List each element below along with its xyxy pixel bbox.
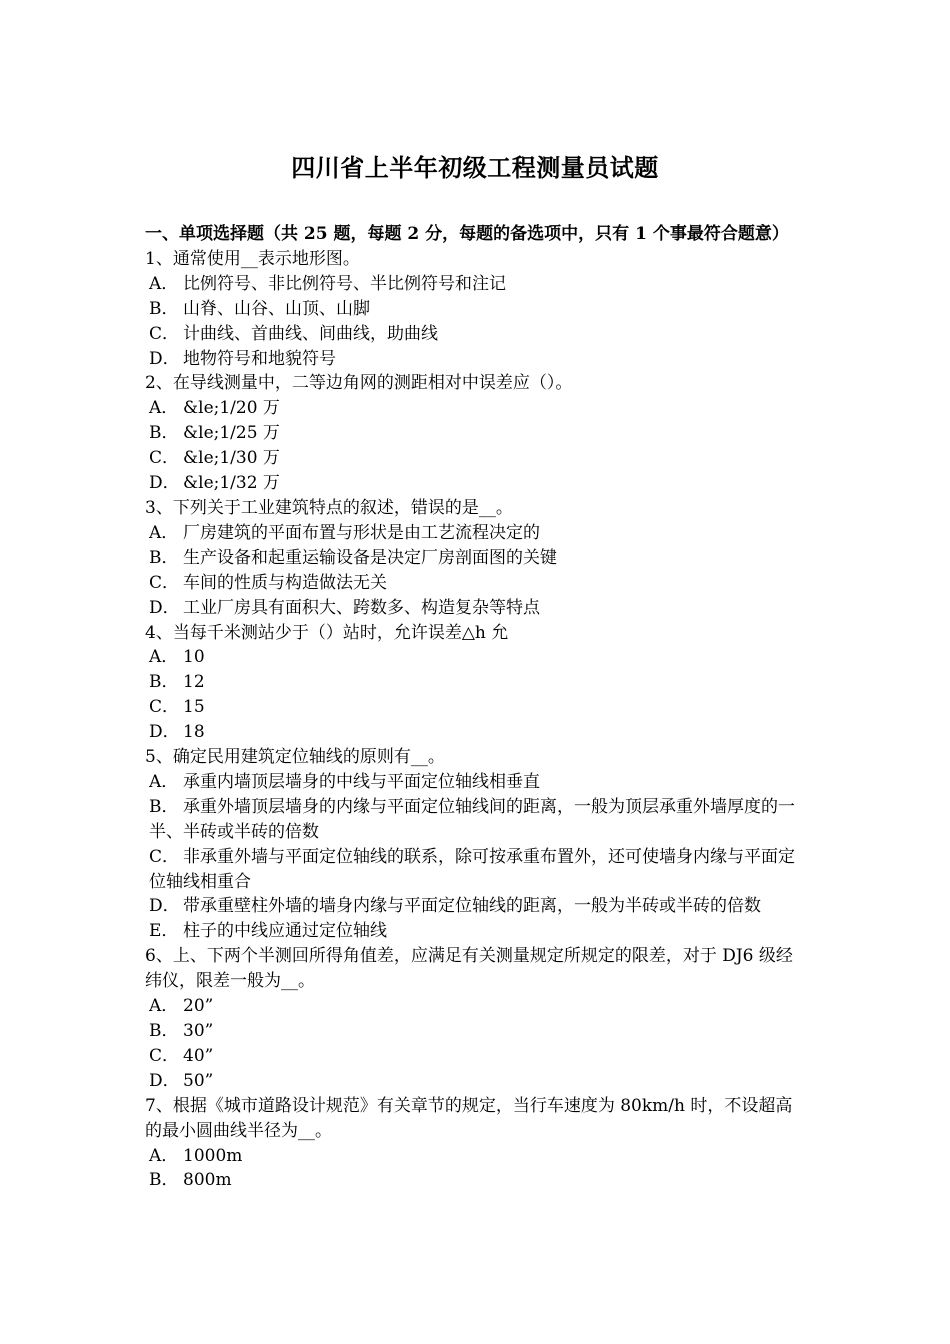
option-text: 非承重外墙与平面定位轴线的联系，除可按承重布置外，还可使墙身内缘与平面定位轴线相重合 bbox=[149, 846, 795, 892]
question-stem: 5、确定民用建筑定位轴线的原则有__。 bbox=[145, 747, 445, 768]
answer-option bbox=[145, 645, 809, 670]
option-text: 承重外墙顶层墙身的内缘与平面定位轴线间的距离，一般为顶层承重外墙厚度的一半、半砖或半砖的倍数 bbox=[149, 796, 795, 842]
answer-option bbox=[145, 322, 809, 347]
answer-option bbox=[145, 994, 809, 1019]
option-letter: D． bbox=[149, 1070, 180, 1091]
question-stem: 2、在导线测量中，二等边角网的测距相对中误差应（）。 bbox=[145, 373, 573, 394]
question-stem: 7、根据《城市道路设计规范》有关章节的规定，当行车速度为 80km/h 时，不设超高的最小圆曲线半径为__。 bbox=[145, 1095, 793, 1141]
answer-option bbox=[145, 272, 809, 297]
option-text: 1000m bbox=[183, 1145, 243, 1166]
answer-option bbox=[145, 596, 809, 621]
option-letter: A． bbox=[149, 398, 179, 419]
option-text: 30” bbox=[183, 1021, 214, 1041]
answer-option bbox=[145, 1168, 809, 1193]
option-letter: B． bbox=[149, 423, 179, 444]
answer-option bbox=[145, 546, 809, 571]
option-letter: A． bbox=[149, 522, 179, 543]
option-letter: D． bbox=[149, 722, 180, 743]
option-letter: B． bbox=[149, 298, 179, 319]
answer-option bbox=[145, 670, 809, 695]
question-stem: 1、通常使用__表示地形图。 bbox=[145, 248, 360, 269]
document-body bbox=[145, 222, 809, 1193]
option-letter: C． bbox=[149, 846, 180, 867]
option-letter: B． bbox=[149, 1021, 179, 1041]
answer-option bbox=[145, 297, 809, 322]
option-text: &le;1/20 万 bbox=[183, 398, 280, 419]
option-text: &le;1/32 万 bbox=[183, 473, 280, 494]
option-text: 40” bbox=[183, 1045, 214, 1066]
option-text: &le;1/30 万 bbox=[183, 448, 280, 469]
question-block bbox=[145, 944, 809, 1093]
answer-option bbox=[145, 1019, 809, 1044]
option-letter: A． bbox=[149, 996, 179, 1017]
answer-option bbox=[145, 720, 809, 745]
question-stem: 4、当每千米测站少于（）站时，允许误差△h 允 bbox=[145, 622, 509, 643]
answer-option bbox=[145, 471, 809, 496]
answer-option bbox=[145, 521, 809, 546]
option-text: 15 bbox=[183, 697, 205, 718]
option-text: 计曲线、首曲线、间曲线，助曲线 bbox=[183, 323, 438, 344]
option-text: &le;1/25 万 bbox=[183, 423, 280, 444]
answer-option bbox=[145, 845, 809, 895]
option-text: 20” bbox=[183, 996, 214, 1017]
answer-option bbox=[145, 795, 809, 845]
question-block bbox=[145, 371, 809, 496]
question-block bbox=[145, 621, 809, 746]
option-text: 承重内墙顶层墙身的中线与平面定位轴线相垂直 bbox=[183, 771, 540, 792]
section-heading: 一、单项选择题（共 25 题，每题 2 分，每题的备选项中，只有 1 个事最符合题意） bbox=[145, 224, 789, 244]
question-stem: 3、下列关于工业建筑特点的叙述，错误的是__。 bbox=[145, 497, 513, 518]
option-letter: B． bbox=[149, 672, 179, 693]
option-text: 12 bbox=[183, 672, 205, 693]
option-letter: C． bbox=[149, 1045, 180, 1066]
answer-option bbox=[145, 1144, 809, 1169]
option-text: 工业厂房具有面积大、跨数多、构造复杂等特点 bbox=[183, 597, 540, 618]
answer-option bbox=[145, 347, 809, 372]
answer-option bbox=[145, 446, 809, 471]
option-letter: D． bbox=[149, 473, 180, 494]
option-text: 比例符号、非比例符号、半比例符号和注记 bbox=[183, 273, 506, 294]
answer-option bbox=[145, 571, 809, 596]
option-letter: E． bbox=[149, 921, 179, 942]
option-letter: C． bbox=[149, 323, 180, 344]
question-list bbox=[145, 247, 809, 1193]
option-letter: D． bbox=[149, 896, 180, 917]
question-block bbox=[145, 1094, 809, 1194]
answer-option bbox=[145, 1044, 809, 1069]
option-text: 带承重壁柱外墙的墙身内缘与平面定位轴线的距离，一般为半砖或半砖的倍数 bbox=[183, 896, 761, 917]
answer-option bbox=[145, 396, 809, 421]
option-text: 柱子的中线应通过定位轴线 bbox=[183, 921, 387, 942]
option-letter: A． bbox=[149, 647, 179, 668]
option-text: 50” bbox=[183, 1070, 214, 1091]
option-text: 山脊、山谷、山顶、山脚 bbox=[183, 298, 370, 319]
option-letter: A． bbox=[149, 1145, 179, 1166]
question-block bbox=[145, 745, 809, 944]
option-letter: C． bbox=[149, 697, 180, 718]
option-letter: B． bbox=[149, 547, 179, 568]
option-text: 地物符号和地貌符号 bbox=[183, 348, 336, 369]
option-text: 18 bbox=[183, 722, 205, 743]
answer-option bbox=[145, 894, 809, 919]
option-text: 生产设备和起重运输设备是决定厂房剖面图的关键 bbox=[183, 547, 557, 568]
answer-option bbox=[145, 695, 809, 720]
option-letter: A． bbox=[149, 771, 179, 792]
answer-option bbox=[145, 421, 809, 446]
answer-option bbox=[145, 919, 809, 944]
option-letter: B． bbox=[149, 796, 179, 817]
option-letter: C． bbox=[149, 572, 180, 593]
question-block bbox=[145, 496, 809, 621]
option-letter: C． bbox=[149, 448, 180, 469]
option-letter: D． bbox=[149, 597, 180, 618]
option-letter: D． bbox=[149, 348, 180, 369]
option-letter: A． bbox=[149, 273, 179, 294]
document-title: 四川省上半年初级工程测量员试题 bbox=[291, 153, 659, 182]
answer-option bbox=[145, 1069, 809, 1094]
option-text: 车间的性质与构造做法无关 bbox=[183, 572, 387, 593]
option-text: 800m bbox=[183, 1170, 232, 1191]
option-letter: B． bbox=[149, 1170, 179, 1191]
question-stem: 6、上、下两个半测回所得角值差，应满足有关测量规定所规定的限差，对于 DJ6 级经纬仪，限差一般为__。 bbox=[145, 946, 793, 992]
option-text: 厂房建筑的平面布置与形状是由工艺流程决定的 bbox=[183, 522, 540, 543]
option-text: 10 bbox=[183, 647, 205, 668]
answer-option bbox=[145, 770, 809, 795]
question-block bbox=[145, 247, 809, 372]
